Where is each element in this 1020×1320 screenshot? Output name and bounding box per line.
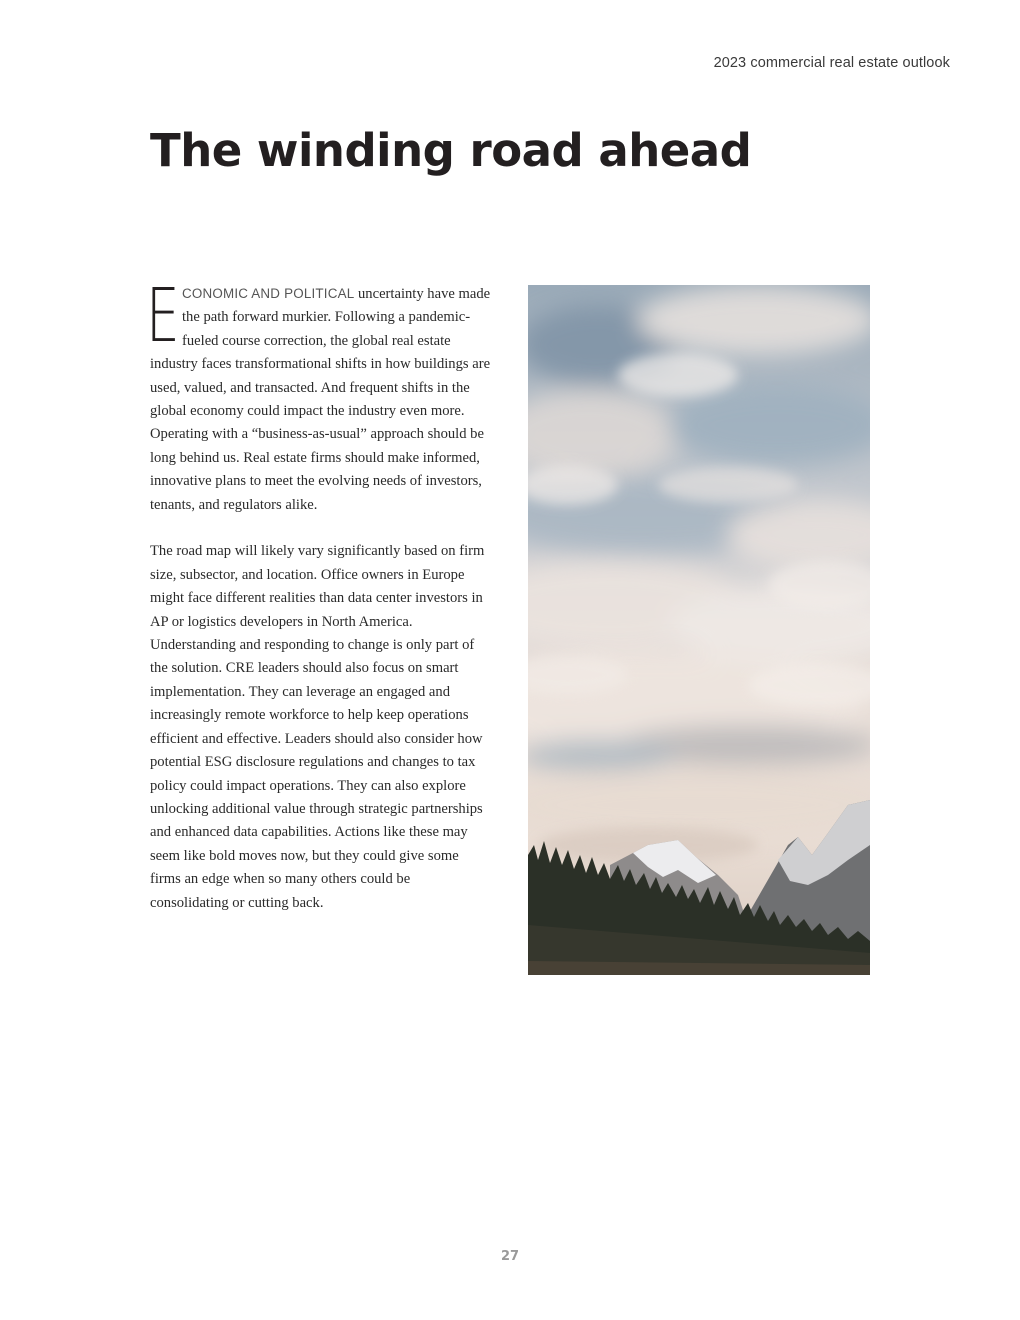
paragraph-intro [146, 273, 492, 517]
mountain-sky-photo [528, 285, 870, 975]
page-number: 27 [500, 1249, 520, 1264]
page-title: The winding road ahead [150, 124, 752, 177]
article-body [146, 273, 492, 915]
mountain-sky-illustration [528, 285, 870, 975]
paragraph-gap [150, 517, 492, 540]
paragraph-intro-text: uncertainty have made the path forward murkier. Following a pandemic-fueled course correction, the global real estate industry faces transformational shifts in how buildings are used, valued, and transacted. And frequent shifts in the global economy could impact the industry even more. Operating with a “business-as-usual” approach should be long behind us. Real estate firms should make informed, innovative plans to meet the evolving needs of investors, tenants, and regulators alike. [150, 286, 491, 513]
paragraph-road-map: The road map will likely vary significantly based on firm size, subsector, and location. Office owners in Europe might face different realities than data center investors in AP or logistics developers in North America. Understanding and responding to change is only part of the solution. CRE leaders should also focus on smart implementation. They can leverage an engaged and increasingly remote workforce to help keep operations efficient and effective. Leaders should also consider how potential ESG disclosure regulations and changes to tax policy could impact operations. They can also explore unlocking additional value through strategic partnerships and enhanced data capabilities. Actions like these may seem like bold moves now, but they could give some firms an edge when so many others could be consolidating or cutting back. [150, 543, 485, 911]
lead-in-smallcaps: CONOMIC AND POLITICAL [182, 286, 355, 301]
running-header: 2023 commercial real estate outlook [713, 55, 950, 71]
drop-cap: E [146, 273, 180, 359]
